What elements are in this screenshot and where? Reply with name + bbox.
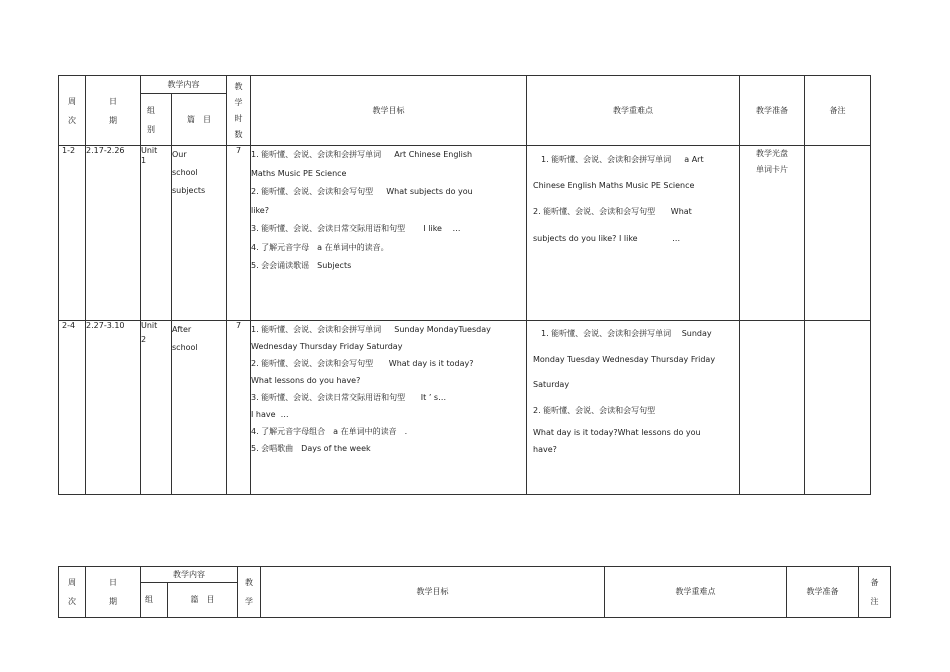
- header-chapter: 篇 目: [172, 94, 227, 146]
- row-unit: Unit 2: [141, 321, 172, 495]
- row-keypoints: 1. 能听懂、会说、会读和会拼写单词 a Art Chinese English Maths Music PE Science 2. 能听懂、会说、会读和会写句型 What subjects do you like? I like …: [527, 146, 740, 321]
- row-chapter: After school: [172, 321, 227, 495]
- row-date: 2.17-2.26: [86, 146, 141, 321]
- row-chapter: Our school subjects: [172, 146, 227, 321]
- header-chapter: 篇 目: [168, 583, 238, 618]
- header-goals: 教学目标: [261, 567, 605, 618]
- row-notes: [805, 321, 871, 495]
- header-notes: 备注: [805, 76, 871, 146]
- header-hours: 教 学: [238, 567, 261, 618]
- header-date: 日 期: [86, 567, 141, 618]
- row-week: 1-2: [59, 146, 86, 321]
- row-goals: 1. 能听懂、会说、会读和会拼写单词 Sunday MondayTuesday Wednesday Thursday Friday Saturday 2. 能听懂、会说、会读和会写句型 What day is it today? What lessons do you have? 3. 能听懂、会说、会读日常交际用语和句型 It ’ s… I have … 4. 了解元音字母组合 a 在单词中的读音 . 5. 会唱歌曲 Days of the week: [251, 321, 527, 495]
- row-prep: [740, 321, 805, 495]
- table-row: [59, 321, 871, 495]
- header-notes: 备 注: [859, 567, 891, 618]
- table-row: [59, 146, 871, 321]
- row-goals: 1. 能听懂、会说、会读和会拼写单词 Art Chinese English Maths Music PE Science 2. 能听懂、会说、会读和会写句型 What subjects do you like? 3. 能听懂、会说、会读日常交际用语和句型 I like … 4. 了解元音字母 a 在单词中的读音。 5. 会会诵读歌谣 Subjects: [251, 146, 527, 321]
- header-prep: 教学准备: [787, 567, 859, 618]
- teaching-plan-table: [58, 75, 871, 495]
- row-date: 2.27-3.10: [86, 321, 141, 495]
- header-content: 教学内容: [141, 567, 238, 583]
- row-prep: 教学光盘 单词卡片: [740, 146, 805, 321]
- header-keypoints: 教学重难点: [605, 567, 787, 618]
- header-keypoints: 教学重难点: [527, 76, 740, 146]
- row-notes: [805, 146, 871, 321]
- header-content: 教学内容: [141, 76, 227, 94]
- row-unit: Unit 1: [141, 146, 172, 321]
- header-group: 组 别: [141, 94, 172, 146]
- row-keypoints: 1. 能听懂、会说、会读和会拼写单词 Sunday Monday Tuesday Wednesday Thursday Friday Saturday 2. 能听懂、会说、会读和会写句型 What day is it today?What lessons do you have?: [527, 321, 740, 495]
- header-group: 组: [141, 583, 168, 618]
- row-week: 2-4: [59, 321, 86, 495]
- header-goals: 教学目标: [251, 76, 527, 146]
- teaching-plan-table-continued: [58, 566, 891, 618]
- header-prep: 教学准备: [740, 76, 805, 146]
- header-hours: 教 学 时 数: [227, 76, 251, 146]
- header-week: 周 次: [59, 76, 86, 146]
- row-hours: 7: [227, 146, 251, 321]
- row-hours: 7: [227, 321, 251, 495]
- header-date: 日 期: [86, 76, 141, 146]
- header-week: 周 次: [59, 567, 86, 618]
